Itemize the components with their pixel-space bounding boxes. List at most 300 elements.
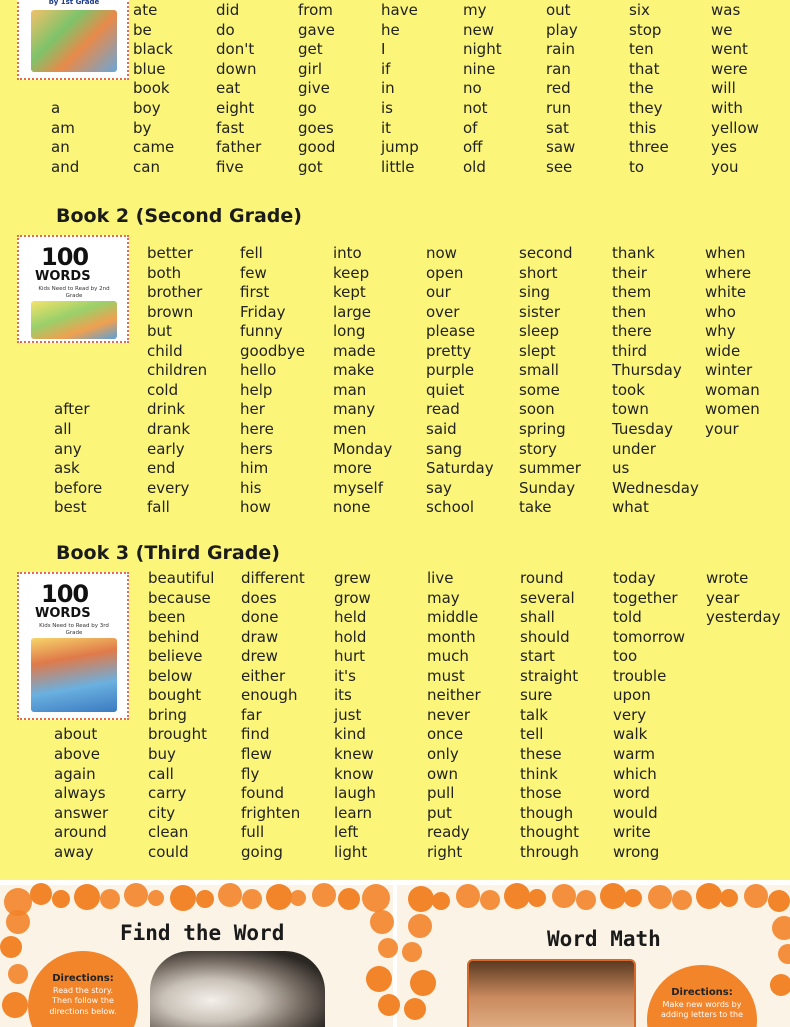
word-cell: saw bbox=[546, 138, 576, 157]
word-cell: large bbox=[333, 302, 372, 321]
word-cell: fall bbox=[147, 498, 170, 517]
decorative-dot bbox=[366, 966, 392, 992]
word-cell: white bbox=[705, 283, 747, 302]
decorative-dot bbox=[504, 883, 530, 909]
decorative-dot bbox=[744, 884, 768, 908]
word-cell: few bbox=[240, 263, 267, 282]
word-cell: in bbox=[381, 79, 395, 98]
word-cell: Wednesday bbox=[612, 478, 699, 497]
word-cell: call bbox=[148, 764, 174, 783]
decorative-dot bbox=[672, 890, 692, 910]
word-math-directions: Directions: Make new words by adding letters to the bbox=[647, 965, 757, 1027]
word-cell: after bbox=[54, 400, 90, 419]
word-cell: walk bbox=[613, 725, 648, 744]
word-cell: were bbox=[711, 59, 748, 78]
word-cell: ready bbox=[427, 823, 470, 842]
word-cell: spring bbox=[519, 419, 566, 438]
activity-pages-strip bbox=[0, 880, 790, 1027]
word-cell: into bbox=[333, 244, 362, 262]
decorative-dot bbox=[362, 884, 390, 912]
word-cell: tomorrow bbox=[613, 627, 686, 646]
word-cell: buy bbox=[148, 744, 176, 763]
word-cell: see bbox=[546, 157, 573, 176]
decorative-dot bbox=[408, 886, 434, 912]
word-cell: go bbox=[298, 99, 317, 117]
word-cell: any bbox=[54, 439, 82, 458]
word-cell: will bbox=[711, 79, 736, 98]
word-cell: play bbox=[546, 20, 578, 39]
word-cell: think bbox=[520, 764, 558, 783]
word-cell: far bbox=[241, 705, 262, 724]
word-cell: drink bbox=[147, 400, 186, 419]
word-cell: fast bbox=[216, 118, 245, 137]
book3-cover-image: 100 WORDS Kids Need to Read by 3rd Grade bbox=[17, 572, 129, 720]
word-cell: boy bbox=[133, 99, 161, 117]
word-cell: they bbox=[629, 99, 663, 117]
word-cell: today bbox=[613, 569, 656, 587]
word-cell: talk bbox=[520, 705, 548, 724]
find-the-word-title: Find the Word bbox=[120, 921, 285, 945]
word-cell: tell bbox=[520, 725, 544, 744]
decorative-dot bbox=[648, 885, 672, 909]
word-cell: three bbox=[629, 138, 669, 157]
word-cell: Friday bbox=[240, 302, 286, 321]
word-cell: told bbox=[613, 608, 642, 627]
word-cell: old bbox=[463, 157, 486, 176]
word-cell: some bbox=[519, 380, 560, 399]
decorative-dot bbox=[768, 890, 790, 912]
word-cell: good bbox=[298, 138, 336, 157]
word-cell: book bbox=[133, 79, 170, 98]
decorative-dot bbox=[218, 883, 242, 907]
word-cell: bring bbox=[148, 705, 187, 724]
word-cell: found bbox=[241, 784, 284, 803]
word-cell: say bbox=[426, 478, 452, 497]
word-cell: better bbox=[147, 244, 193, 262]
word-cell: help bbox=[240, 380, 273, 399]
decorative-dot bbox=[124, 883, 148, 907]
word-cell: Sunday bbox=[519, 478, 576, 497]
word-cell: though bbox=[520, 803, 574, 822]
word-cell: you bbox=[711, 157, 739, 176]
word-cell: by bbox=[133, 118, 152, 137]
decorative-dot bbox=[74, 884, 100, 910]
word-cell: short bbox=[519, 263, 558, 282]
decorative-dot bbox=[378, 938, 398, 958]
word-cell: been bbox=[148, 608, 186, 627]
word-cell: goes bbox=[298, 118, 334, 137]
word-cell: always bbox=[54, 784, 106, 803]
word-cell: don't bbox=[216, 40, 255, 59]
word-cell: upon bbox=[613, 686, 651, 705]
word-cell: Tuesday bbox=[612, 419, 674, 438]
word-cell: know bbox=[334, 764, 374, 783]
word-cell: these bbox=[520, 744, 562, 763]
word-cell: year bbox=[706, 588, 740, 607]
word-cell: brought bbox=[148, 725, 207, 744]
word-cell: laugh bbox=[334, 784, 376, 803]
book1-cover-label: by 1st Grade bbox=[48, 0, 100, 6]
word-cell: read bbox=[426, 400, 460, 419]
word-cell: very bbox=[613, 705, 647, 724]
word-cell: story bbox=[519, 439, 557, 458]
word-cell: night bbox=[463, 40, 502, 59]
decorative-dot bbox=[624, 889, 642, 907]
word-cell: knew bbox=[334, 744, 374, 763]
word-cell: be bbox=[133, 20, 152, 39]
word-cell: again bbox=[54, 764, 96, 783]
word-cell: it's bbox=[334, 666, 356, 685]
decorative-dot bbox=[6, 910, 30, 934]
word-cell: get bbox=[298, 40, 323, 59]
decorative-dot bbox=[480, 890, 500, 910]
word-cell: clean bbox=[148, 823, 189, 842]
word-cell: black bbox=[133, 40, 173, 59]
decorative-dot bbox=[242, 889, 262, 909]
word-cell: to bbox=[629, 157, 645, 176]
word-cell: am bbox=[51, 118, 75, 137]
decorative-dot bbox=[408, 914, 432, 938]
word-cell: his bbox=[240, 478, 262, 497]
word-cell: eat bbox=[216, 79, 241, 98]
word-cell: this bbox=[629, 118, 657, 137]
word-cell: Thursday bbox=[612, 361, 682, 380]
word-cell: around bbox=[54, 823, 107, 842]
word-cell: light bbox=[334, 842, 368, 861]
word-cell: round bbox=[520, 569, 564, 587]
word-cell: write bbox=[613, 823, 651, 842]
word-cell: the bbox=[629, 79, 654, 98]
word-cell: would bbox=[613, 803, 658, 822]
word-cell: with bbox=[711, 99, 743, 117]
word-cell: wrote bbox=[706, 569, 749, 587]
word-cell: enough bbox=[241, 686, 298, 705]
word-cell: make bbox=[333, 361, 375, 380]
word-cell: hello bbox=[240, 361, 277, 380]
word-cell: its bbox=[334, 686, 352, 705]
word-cell: got bbox=[298, 157, 323, 176]
word-cell: done bbox=[241, 608, 279, 627]
word-cell: draw bbox=[241, 627, 279, 646]
word-cell: of bbox=[463, 118, 478, 137]
word-cell: run bbox=[546, 99, 572, 117]
word-cell: own bbox=[427, 764, 458, 783]
word-cell: hold bbox=[334, 627, 367, 646]
word-cell: find bbox=[241, 725, 270, 744]
word-cell: purple bbox=[426, 361, 475, 380]
word-cell: eight bbox=[216, 99, 255, 117]
word-cell: yellow bbox=[711, 118, 759, 137]
decorative-dot bbox=[600, 883, 626, 909]
word-cell: was bbox=[711, 1, 741, 19]
word-cell: several bbox=[520, 588, 575, 607]
word-cell: every bbox=[147, 478, 190, 497]
decorative-dot bbox=[196, 890, 214, 908]
word-cell: answer bbox=[54, 803, 109, 822]
decorative-dot bbox=[432, 892, 450, 910]
word-cell: thank bbox=[612, 244, 655, 262]
word-cell: he bbox=[381, 20, 400, 39]
word-cell: out bbox=[546, 1, 571, 19]
word-cell: quiet bbox=[426, 380, 465, 399]
word-cell: six bbox=[629, 1, 650, 19]
word-cell: learn bbox=[334, 803, 372, 822]
word-cell: child bbox=[147, 341, 183, 360]
word-cell: long bbox=[333, 322, 366, 341]
word-cell: kind bbox=[334, 725, 366, 744]
decorative-dot bbox=[52, 890, 70, 908]
word-cell: came bbox=[133, 138, 175, 157]
word-cell: kept bbox=[333, 283, 366, 302]
word-cell: their bbox=[612, 263, 647, 282]
word-cell: went bbox=[711, 40, 748, 59]
word-cell: can bbox=[133, 157, 160, 176]
word-cell: may bbox=[427, 588, 460, 607]
word-cell: flew bbox=[241, 744, 272, 763]
word-cell: down bbox=[216, 59, 257, 78]
word-cell: we bbox=[711, 20, 733, 39]
word-cell: took bbox=[612, 380, 645, 399]
word-cell: give bbox=[298, 79, 330, 98]
word-cell: children bbox=[147, 361, 208, 380]
word-cell: best bbox=[54, 498, 87, 517]
word-cell: father bbox=[216, 138, 262, 157]
word-cell: both bbox=[147, 263, 182, 282]
word-cell: only bbox=[427, 744, 459, 763]
word-cell: where bbox=[705, 263, 752, 282]
word-cell: full bbox=[241, 823, 265, 842]
word-cell: slept bbox=[519, 341, 556, 360]
word-cell: yes bbox=[711, 138, 737, 157]
word-cell: what bbox=[612, 498, 649, 517]
decorative-dot bbox=[170, 885, 196, 911]
decorative-dot bbox=[0, 936, 22, 958]
word-cell: that bbox=[629, 59, 660, 78]
word-cell: a bbox=[51, 99, 61, 117]
word-cell: now bbox=[426, 244, 457, 262]
word-cell: but bbox=[147, 322, 172, 341]
word-cell: have bbox=[381, 1, 418, 19]
word-cell: shall bbox=[520, 608, 555, 627]
word-cell: wide bbox=[705, 341, 741, 360]
word-cell: sang bbox=[426, 439, 463, 458]
word-cell: straight bbox=[520, 666, 579, 685]
word-cell: right bbox=[427, 842, 463, 861]
word-cell: ten bbox=[629, 40, 654, 59]
word-cell: live bbox=[427, 569, 454, 587]
word-cell: those bbox=[520, 784, 562, 803]
word-cell: trouble bbox=[613, 666, 667, 685]
word-math-title: Word Math bbox=[547, 927, 661, 951]
word-cell: pretty bbox=[426, 341, 472, 360]
word-cell: not bbox=[463, 99, 488, 117]
word-cell: none bbox=[333, 498, 371, 517]
word-cell: nine bbox=[463, 59, 496, 78]
word-cell: fly bbox=[241, 764, 260, 783]
word-cell: my bbox=[463, 1, 487, 19]
word-cell: red bbox=[546, 79, 571, 98]
word-cell: warm bbox=[613, 744, 655, 763]
word-cell: men bbox=[333, 419, 367, 438]
word-cell: beautiful bbox=[148, 569, 215, 587]
word-cell: myself bbox=[333, 478, 383, 497]
word-cell: second bbox=[519, 244, 573, 262]
word-cell: once bbox=[427, 725, 464, 744]
word-cell: summer bbox=[519, 459, 581, 478]
word-cell: sat bbox=[546, 118, 569, 137]
decorative-dot bbox=[720, 889, 738, 907]
word-cell: ran bbox=[546, 59, 571, 78]
decorative-dot bbox=[552, 884, 576, 908]
word-cell: our bbox=[426, 283, 451, 302]
word-cell: brother bbox=[147, 283, 203, 302]
word-cell: hers bbox=[240, 439, 273, 458]
word-cell: jump bbox=[381, 138, 419, 157]
word-cell: too bbox=[613, 647, 638, 666]
word-cell: ate bbox=[133, 1, 158, 19]
word-cell: either bbox=[241, 666, 286, 685]
decorative-dot bbox=[2, 992, 28, 1018]
word-cell: blue bbox=[133, 59, 166, 78]
word-cell: who bbox=[705, 302, 736, 321]
word-cell: third bbox=[612, 341, 647, 360]
word-cell: because bbox=[148, 588, 211, 607]
word-cell: from bbox=[298, 1, 333, 19]
word-cell: and bbox=[51, 157, 80, 176]
word-cell: ask bbox=[54, 459, 80, 478]
word-cell: held bbox=[334, 608, 367, 627]
word-cell: five bbox=[216, 157, 244, 176]
word-cell: if bbox=[381, 59, 391, 78]
word-cell: sing bbox=[519, 283, 551, 302]
word-cell: us bbox=[612, 459, 630, 478]
word-cell: neither bbox=[427, 686, 481, 705]
word-cell: soon bbox=[519, 400, 555, 419]
word-cell: Monday bbox=[333, 439, 393, 458]
word-cell: grow bbox=[334, 588, 371, 607]
word-cell: put bbox=[427, 803, 452, 822]
word-cell: school bbox=[426, 498, 475, 517]
word-cell: rain bbox=[546, 40, 576, 59]
word-cell: do bbox=[216, 20, 235, 39]
word-cell: brown bbox=[147, 302, 194, 321]
word-cell: which bbox=[613, 764, 657, 783]
word-cell: sleep bbox=[519, 322, 559, 341]
word-cell: bought bbox=[148, 686, 202, 705]
word-cell: winter bbox=[705, 361, 753, 380]
boy-photo bbox=[467, 959, 636, 1027]
word-cell: an bbox=[51, 138, 70, 157]
word-cell: pull bbox=[427, 784, 455, 803]
decorative-dot bbox=[378, 994, 400, 1016]
word-cell: must bbox=[427, 666, 465, 685]
decorative-dot bbox=[528, 889, 546, 907]
word-cell: funny bbox=[240, 322, 283, 341]
word-cell: below bbox=[148, 666, 193, 685]
find-the-word-directions: Directions: Read the story. Then follow the directions below. bbox=[28, 951, 138, 1027]
word-cell: thought bbox=[520, 823, 579, 842]
word-cell: please bbox=[426, 322, 476, 341]
word-cell: is bbox=[381, 99, 393, 117]
word-cell: sister bbox=[519, 302, 561, 321]
word-cell: grew bbox=[334, 569, 371, 587]
decorative-dot bbox=[100, 889, 120, 909]
decorative-dot bbox=[772, 916, 790, 940]
word-cell: women bbox=[705, 400, 760, 419]
decorative-dot bbox=[30, 883, 52, 905]
word-cell: over bbox=[426, 302, 460, 321]
word-cell: drank bbox=[147, 419, 191, 438]
word-cell: Saturday bbox=[426, 459, 494, 478]
decorative-dot bbox=[404, 998, 426, 1020]
word-cell: how bbox=[240, 498, 271, 517]
word-cell: fell bbox=[240, 244, 263, 262]
word-cell: cold bbox=[147, 380, 179, 399]
word-cell: middle bbox=[427, 608, 479, 627]
decorative-dot bbox=[576, 890, 596, 910]
word-cell: drew bbox=[241, 647, 278, 666]
word-cell: city bbox=[148, 803, 176, 822]
word-cell: him bbox=[240, 459, 269, 478]
word-cell: gave bbox=[298, 20, 335, 39]
word-cell: going bbox=[241, 842, 283, 861]
word-cell: all bbox=[54, 419, 72, 438]
word-cell: month bbox=[427, 627, 476, 646]
word-cell: open bbox=[426, 263, 464, 282]
book1-cover-image bbox=[17, 0, 129, 80]
word-cell: above bbox=[54, 744, 100, 763]
word-cell: wrong bbox=[613, 842, 660, 861]
word-cell: new bbox=[463, 20, 495, 39]
word-cell: end bbox=[147, 459, 176, 478]
decorative-dot bbox=[266, 884, 292, 910]
decorative-dot bbox=[770, 974, 790, 996]
book3-heading: Book 3 (Third Grade) bbox=[56, 542, 280, 564]
word-cell: keep bbox=[333, 263, 370, 282]
decorative-dot bbox=[410, 970, 436, 996]
word-cell: did bbox=[216, 1, 240, 19]
word-cell: behind bbox=[148, 627, 200, 646]
word-cell: never bbox=[427, 705, 471, 724]
word-cell: no bbox=[463, 79, 482, 98]
kitten-photo bbox=[150, 951, 325, 1027]
decorative-dot bbox=[402, 942, 422, 962]
word-cell: when bbox=[705, 244, 746, 262]
decorative-dot bbox=[696, 883, 722, 909]
decorative-dot bbox=[456, 884, 480, 908]
word-cell: different bbox=[241, 569, 305, 587]
word-cell: start bbox=[520, 647, 555, 666]
word-cell: there bbox=[612, 322, 652, 341]
word-cell: word bbox=[613, 784, 650, 803]
word-cell: about bbox=[54, 725, 98, 744]
word-cell: goodbye bbox=[240, 341, 306, 360]
word-cell: should bbox=[520, 627, 570, 646]
word-cell: under bbox=[612, 439, 656, 458]
word-cell: girl bbox=[298, 59, 323, 78]
word-cell: off bbox=[463, 138, 483, 157]
word-cell: carry bbox=[148, 784, 187, 803]
decorative-dot bbox=[290, 890, 306, 906]
word-cell: small bbox=[519, 361, 559, 380]
word-cell: through bbox=[520, 842, 579, 861]
word-cell: hurt bbox=[334, 647, 366, 666]
word-cell: just bbox=[334, 705, 362, 724]
word-cell: much bbox=[427, 647, 469, 666]
word-cell: your bbox=[705, 419, 739, 438]
word-cell: then bbox=[612, 302, 647, 321]
word-cell: stop bbox=[629, 20, 662, 39]
